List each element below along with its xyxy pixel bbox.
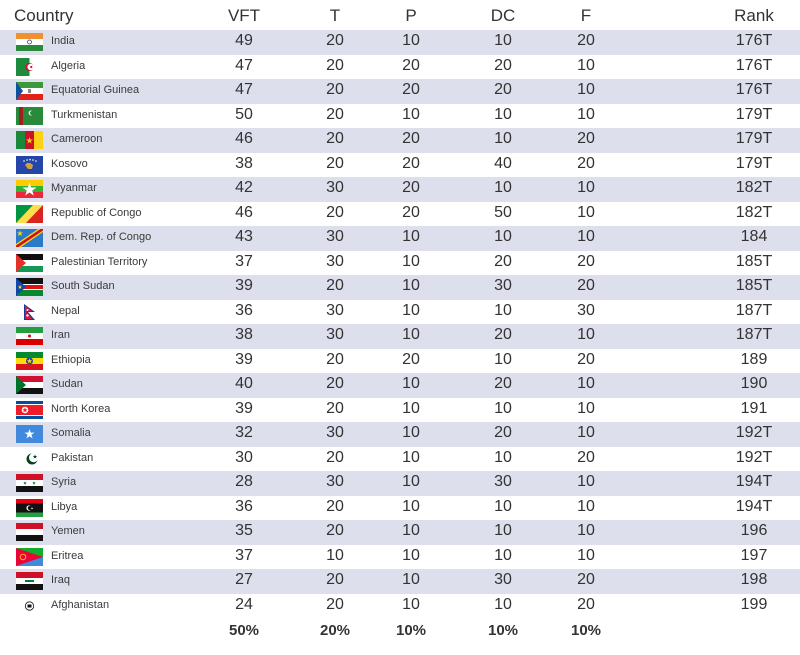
cell-rank: 179T (735, 105, 773, 123)
cell-t: 20 (326, 497, 344, 515)
country-name: Syria (51, 476, 77, 488)
cell-t: 30 (326, 252, 344, 270)
country-name: Sudan (51, 378, 83, 390)
cell-t: 30 (326, 424, 344, 441)
cell-p: 20 (402, 350, 420, 368)
afghanistan-flag-icon (16, 597, 43, 615)
cell-vft: 24 (235, 595, 253, 613)
cell-vft: 39 (235, 277, 253, 294)
cell-t: 30 (326, 473, 344, 490)
cell-dc: 10 (494, 32, 512, 49)
cell-f: 10 (577, 375, 595, 392)
cell-t: 20 (326, 595, 344, 613)
cell-p: 10 (402, 326, 420, 343)
cell-vft: 47 (235, 81, 253, 98)
table-row[interactable] (0, 275, 800, 300)
north-korea-flag-icon (16, 401, 43, 419)
cell-vft: 47 (235, 56, 253, 74)
table-row[interactable] (0, 324, 800, 349)
country-name: Equatorial Guinea (51, 84, 140, 96)
libya-flag-icon (16, 499, 43, 517)
table-row[interactable] (0, 251, 800, 276)
cell-t: 20 (326, 105, 344, 123)
cell-f: 30 (577, 301, 595, 319)
table-row[interactable] (0, 128, 800, 153)
cell-dc: 10 (494, 497, 512, 515)
cell-p: 20 (402, 130, 420, 147)
cell-vft: 49 (235, 32, 253, 49)
table-row[interactable] (0, 104, 800, 129)
cell-vft: 37 (235, 252, 253, 270)
header-rank[interactable]: Rank (734, 6, 774, 25)
weight-f: 10% (570, 622, 602, 639)
cell-rank: 179T (735, 154, 773, 172)
country-name: Nepal (51, 304, 80, 317)
cell-vft: 32 (235, 424, 253, 441)
cell-p: 20 (402, 154, 420, 172)
cell-f: 20 (577, 350, 595, 368)
cell-p: 10 (402, 375, 420, 392)
cell-rank: 187T (735, 301, 773, 319)
table-row[interactable] (0, 496, 800, 521)
cell-dc: 10 (494, 105, 512, 123)
table-row[interactable] (0, 30, 800, 55)
country-name: Dem. Rep. of Congo (51, 231, 152, 243)
cell-dc: 10 (494, 448, 512, 466)
cell-t: 20 (326, 130, 344, 147)
cell-dc: 30 (494, 571, 512, 588)
cell-p: 20 (402, 81, 420, 98)
cell-dc: 20 (494, 375, 512, 392)
nepal-flag-icon (16, 303, 43, 321)
cell-f: 20 (577, 252, 595, 270)
cell-rank: 179T (735, 130, 773, 147)
cell-f: 20 (577, 130, 595, 147)
sudan-flag-icon (16, 376, 43, 394)
table-header (0, 0, 800, 30)
header-p[interactable]: P (405, 6, 417, 25)
cell-vft: 38 (235, 154, 253, 172)
country-name: Kosovo (51, 157, 88, 170)
equatorial-guinea-flag-icon (16, 82, 43, 100)
cell-t: 20 (326, 203, 344, 221)
table-row[interactable] (0, 349, 800, 374)
country-name: Iran (51, 329, 70, 341)
pakistan-flag-icon (16, 450, 43, 468)
cell-rank: 176T (735, 32, 773, 49)
kosovo-flag-icon (16, 156, 43, 174)
cell-p: 10 (402, 424, 420, 441)
turkmenistan-flag-icon (16, 107, 43, 125)
cell-t: 20 (326, 350, 344, 368)
header-f[interactable]: F (580, 6, 592, 25)
country-name: Turkmenistan (51, 108, 118, 121)
cell-rank: 184 (740, 228, 768, 245)
cell-f: 20 (577, 595, 595, 613)
cell-vft: 38 (235, 326, 253, 343)
cell-f: 20 (577, 277, 595, 294)
cell-t: 20 (326, 32, 344, 49)
table-row[interactable] (0, 398, 800, 423)
header-dc[interactable]: DC (490, 6, 516, 25)
country-name: Republic of Congo (51, 206, 142, 219)
cameroon-flag-icon (16, 131, 43, 149)
cell-p: 10 (402, 595, 420, 613)
country-name: India (51, 35, 75, 47)
cell-vft: 42 (235, 179, 253, 196)
cell-rank: 182T (735, 203, 773, 221)
cell-t: 30 (326, 179, 344, 196)
cell-p: 10 (402, 252, 420, 270)
cell-t: 30 (326, 301, 344, 319)
cell-p: 20 (402, 203, 420, 221)
country-name: Myanmar (51, 182, 97, 194)
cell-vft: 39 (235, 399, 253, 417)
weight-t: 20% (319, 622, 351, 639)
country-name: North Korea (51, 402, 111, 415)
cell-vft: 46 (235, 130, 253, 147)
table-row[interactable] (0, 300, 800, 325)
cell-dc: 30 (494, 473, 512, 490)
cell-vft: 39 (235, 350, 253, 368)
weight-p: 10% (395, 622, 427, 639)
country-name: Iraq (51, 574, 70, 586)
weight-vft: 50% (228, 622, 260, 639)
table-row[interactable] (0, 520, 800, 545)
country-name: Somalia (51, 427, 91, 439)
table-row[interactable] (0, 202, 800, 227)
cell-rank: 187T (735, 326, 773, 343)
cell-dc: 10 (494, 228, 512, 245)
cell-vft: 35 (235, 522, 253, 539)
cell-p: 10 (402, 522, 420, 539)
table-row[interactable] (0, 471, 800, 496)
cell-rank: 185T (735, 252, 773, 270)
cell-vft: 30 (235, 448, 253, 466)
cell-dc: 20 (494, 424, 512, 441)
cell-f: 10 (577, 179, 595, 196)
cell-t: 20 (326, 154, 344, 172)
cell-rank: 190 (740, 375, 768, 392)
country-name: Cameroon (51, 133, 103, 145)
cell-p: 10 (402, 497, 420, 515)
country-name: Yemen (51, 525, 85, 537)
cell-p: 10 (402, 228, 420, 245)
weights-row (0, 622, 800, 646)
cell-t: 10 (326, 546, 344, 564)
cell-dc: 20 (494, 56, 512, 74)
cell-f: 10 (577, 81, 595, 98)
country-name: Palestinian Territory (51, 255, 148, 268)
cell-vft: 37 (235, 546, 253, 564)
cell-dc: 10 (494, 399, 512, 417)
eritrea-flag-icon (16, 548, 43, 566)
cell-f: 20 (577, 32, 595, 49)
cell-dc: 10 (494, 350, 512, 368)
table-row[interactable] (0, 422, 800, 447)
cell-rank: 196 (740, 522, 768, 539)
algeria-flag-icon (16, 58, 43, 76)
cell-vft: 28 (235, 473, 253, 490)
cell-dc: 20 (494, 81, 512, 98)
cell-rank: 192T (735, 424, 773, 441)
cell-p: 10 (402, 32, 420, 49)
india-flag-icon (16, 33, 43, 51)
cell-t: 20 (326, 571, 344, 588)
cell-dc: 10 (494, 546, 512, 564)
table-row[interactable] (0, 79, 800, 104)
republic-of-congo-flag-icon (16, 205, 43, 223)
cell-f: 10 (577, 326, 595, 343)
cell-p: 10 (402, 448, 420, 466)
south-sudan-flag-icon (16, 278, 43, 296)
cell-f: 20 (577, 448, 595, 466)
cell-rank: 199 (740, 595, 768, 613)
table-row[interactable] (0, 373, 800, 398)
cell-rank: 194T (735, 497, 773, 515)
cell-f: 20 (577, 571, 595, 588)
cell-dc: 20 (494, 326, 512, 343)
yemen-flag-icon (16, 523, 43, 541)
cell-t: 30 (326, 326, 344, 343)
cell-f: 10 (577, 522, 595, 539)
cell-dc: 10 (494, 522, 512, 539)
cell-f: 10 (577, 424, 595, 441)
country-name: South Sudan (51, 280, 115, 292)
weight-dc: 10% (487, 622, 519, 639)
country-name: Afghanistan (51, 598, 110, 611)
cell-dc: 10 (494, 130, 512, 147)
header-vft[interactable]: VFT (227, 6, 261, 25)
table-row[interactable] (0, 177, 800, 202)
cell-p: 10 (402, 399, 420, 417)
country-name: Libya (51, 500, 78, 513)
cell-f: 10 (577, 473, 595, 490)
cell-p: 20 (402, 56, 420, 74)
cell-f: 10 (577, 399, 595, 417)
cell-p: 20 (402, 179, 420, 196)
table-row[interactable] (0, 545, 800, 570)
country-name: Pakistan (51, 451, 94, 464)
iran-flag-icon (16, 327, 43, 345)
cell-t: 20 (326, 81, 344, 98)
cell-t: 20 (326, 399, 344, 417)
cell-dc: 50 (494, 203, 512, 221)
table-row[interactable] (0, 55, 800, 80)
cell-p: 10 (402, 301, 420, 319)
cell-dc: 20 (494, 252, 512, 270)
cell-vft: 36 (235, 497, 253, 515)
cell-f: 10 (577, 56, 595, 74)
cell-vft: 40 (235, 375, 253, 392)
cell-p: 10 (402, 473, 420, 490)
iraq-flag-icon (16, 572, 43, 590)
cell-dc: 10 (494, 595, 512, 613)
country-name: Algeria (51, 59, 86, 72)
cell-rank: 192T (735, 448, 773, 466)
table-row[interactable] (0, 226, 800, 251)
cell-p: 10 (402, 277, 420, 294)
table-row[interactable] (0, 447, 800, 472)
cell-rank: 198 (740, 571, 768, 588)
cell-f: 20 (577, 154, 595, 172)
cell-p: 10 (402, 546, 420, 564)
cell-t: 20 (326, 56, 344, 74)
cell-rank: 194T (735, 473, 773, 490)
country-name: Ethiopia (51, 353, 91, 366)
cell-dc: 40 (494, 154, 512, 172)
cell-vft: 27 (235, 571, 253, 588)
cell-f: 10 (577, 105, 595, 123)
myanmar-flag-icon (16, 180, 43, 198)
somalia-flag-icon (16, 425, 43, 443)
cell-rank: 191 (740, 399, 768, 417)
cell-t: 20 (326, 522, 344, 539)
cell-dc: 10 (494, 301, 512, 319)
cell-t: 30 (326, 228, 344, 245)
palestine-flag-icon (16, 254, 43, 272)
country-name: Eritrea (51, 549, 84, 562)
cell-rank: 189 (740, 350, 768, 368)
cell-f: 10 (577, 203, 595, 221)
cell-p: 10 (402, 105, 420, 123)
cell-vft: 43 (235, 228, 253, 245)
cell-f: 10 (577, 546, 595, 564)
cell-f: 10 (577, 228, 595, 245)
cell-dc: 30 (494, 277, 512, 294)
table-row[interactable] (0, 569, 800, 594)
cell-f: 10 (577, 497, 595, 515)
cell-p: 10 (402, 571, 420, 588)
cell-rank: 197 (740, 546, 768, 564)
cell-rank: 176T (735, 81, 773, 98)
ethiopia-flag-icon (16, 352, 43, 370)
syria-flag-icon (16, 474, 43, 492)
table-row[interactable] (0, 594, 800, 619)
cell-vft: 50 (235, 105, 253, 123)
cell-t: 20 (326, 375, 344, 392)
header-country[interactable]: Country (14, 6, 74, 25)
header-t[interactable]: T (329, 6, 341, 25)
cell-t: 20 (326, 277, 344, 294)
cell-rank: 185T (735, 277, 773, 294)
cell-vft: 46 (235, 203, 253, 221)
cell-dc: 10 (494, 179, 512, 196)
cell-vft: 36 (235, 301, 253, 319)
table-row[interactable] (0, 153, 800, 178)
cell-t: 20 (326, 448, 344, 466)
cell-rank: 176T (735, 56, 773, 74)
cell-rank: 182T (735, 179, 773, 196)
drc-flag-icon (16, 229, 43, 247)
